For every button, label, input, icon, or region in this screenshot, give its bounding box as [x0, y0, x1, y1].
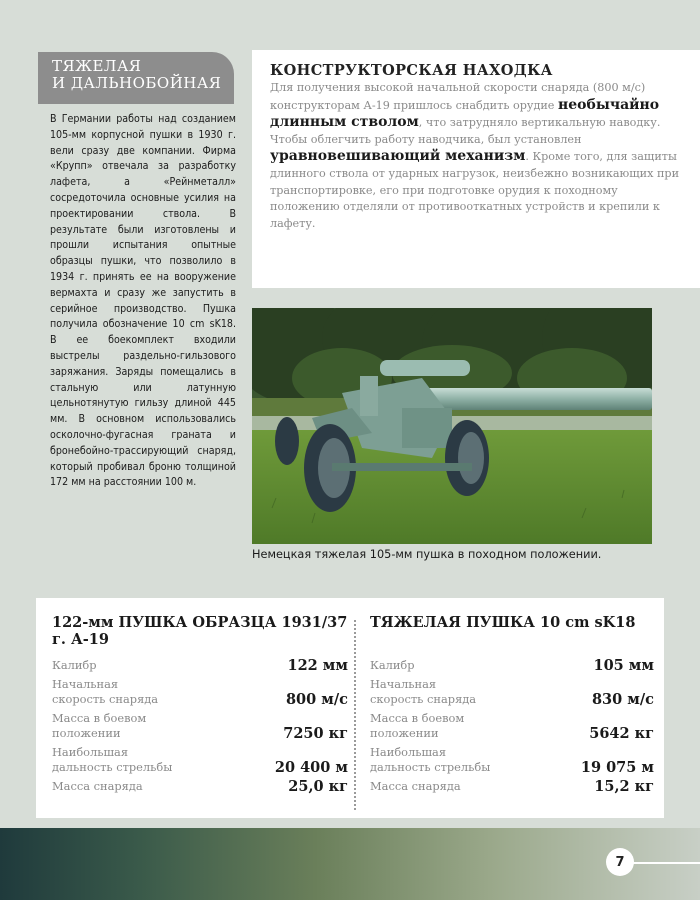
spec-row — [52, 779, 348, 794]
specs-sk18 — [370, 614, 654, 798]
left-column-text: В Германии работы над созданием 105-мм корпусной пушки в 1930 г. вели сразу две компании. Фирма «Крупп» отвечала за разработку лафета, а «Рейнметалл» сосредоточила основные усилия на проектировании ствола. В результате были изготовлены и прошли испытания опытные образцы пушки, что позволило в 1934 г. принять ее на вооружение вермахта и сразу же запустить в серийное производство. Пушка получила обозначение 10 cm sK18. В ее боекомплект входили выстрелы раздельно-гильзового заряжания. Заряды помещались в стальную или латунную цельнотянутую гильзу длиной 445 мм. В основном использовались осколочно-фугасная граната и бронебойно-трассирующий снаряд, который пробивал броню толщиной 172 мм на расстоянии 100 м. — [50, 113, 236, 489]
cannon-photo — [252, 308, 652, 544]
spec-label: Начальная скорость снаряда — [52, 677, 159, 706]
info-box-body — [270, 80, 686, 232]
spec-label: Наибольшая дальность стрельбы — [370, 745, 491, 774]
spec-label: Начальная скорость снаряда — [370, 677, 477, 706]
info-box — [252, 50, 700, 288]
spec-value: 20 400 м — [274, 759, 348, 776]
spec-value: 19 075 м — [580, 759, 654, 776]
spec-value: 105 мм — [593, 657, 654, 674]
bottom-decorative-band — [0, 828, 700, 900]
specs-a19-title: 122-мм ПУШКА ОБРАЗЦА 1931/37 г. А-19 — [52, 614, 348, 648]
spec-row — [52, 711, 348, 741]
specs-sk18-title: ТЯЖЕЛАЯ ПУШКА 10 cm sK18 — [370, 614, 636, 631]
spec-row — [370, 745, 654, 775]
spec-value: 5642 кг — [589, 725, 654, 742]
photo-caption: Немецкая тяжелая 105-мм пушка в походном положении. — [252, 548, 602, 561]
spec-value: 122 мм — [287, 657, 348, 674]
spec-value: 25,0 кг — [288, 778, 348, 795]
spec-row — [52, 658, 348, 673]
info-text-3: . Кроме того, для защиты длинного ствола от ударных нагрузок, неизбежно возникающих при транспортировке, его при подготовке орудия к походному положению отделяли от противооткатных устройств и крепили к лафету. — [270, 150, 680, 230]
spec-value: 15,2 кг — [594, 778, 654, 795]
spec-row — [370, 711, 654, 741]
info-box-title: КОНСТРУКТОРСКАЯ НАХОДКА — [270, 62, 553, 79]
info-emphasis-2: уравновешивающий механизм — [270, 148, 526, 165]
spec-value: 830 м/с — [591, 691, 654, 708]
specs-panel — [36, 598, 664, 818]
page-number-line — [632, 862, 700, 864]
spec-label: Масса в боевом положении — [370, 711, 465, 740]
info-text-2: , что затрудняло вертикальную наводку. Чтобы облегчить работу наводчика, был установлен — [270, 116, 661, 146]
section-heading-line1: ТЯЖЕЛАЯ — [52, 57, 142, 75]
cannon-photo-illustration — [252, 308, 652, 544]
spec-label: Калибр — [370, 658, 415, 672]
spec-label: Калибр — [52, 658, 97, 672]
spec-row — [52, 677, 348, 707]
spec-label: Наибольшая дальность стрельбы — [52, 745, 173, 774]
section-heading-line2: И ДАЛЬНОБОЙНАЯ — [52, 74, 222, 92]
spec-label: Масса в боевом положении — [52, 711, 147, 740]
spec-value: 7250 кг — [283, 725, 348, 742]
spec-label: Масса снаряда — [52, 779, 143, 793]
section-heading — [38, 52, 234, 104]
info-text-1: Для получения высокой начальной скорости снаряда (800 м/с) конструкторам А-19 пришлось снабдить орудие — [270, 81, 646, 112]
page-number: 7 — [606, 848, 634, 876]
spec-label: Масса снаряда — [370, 779, 461, 793]
specs-a19 — [52, 614, 348, 798]
spec-row — [370, 677, 654, 707]
spec-row — [370, 779, 654, 794]
spec-row — [52, 745, 348, 775]
spec-row — [370, 658, 654, 673]
spec-value: 800 м/с — [285, 691, 348, 708]
specs-divider — [354, 620, 356, 810]
info-emphasis-1: необычайно длинным стволом — [270, 96, 660, 131]
